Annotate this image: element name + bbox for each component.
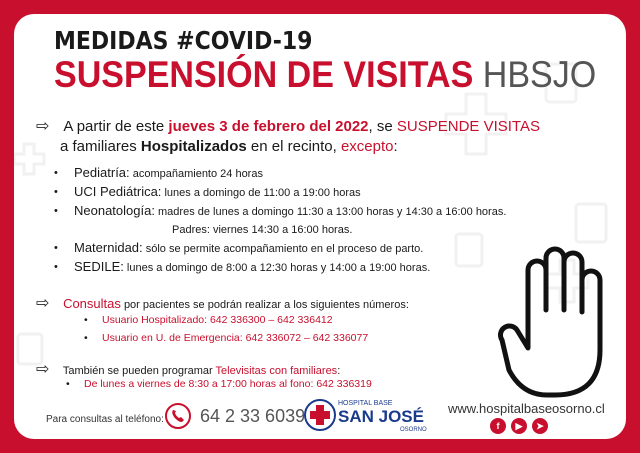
list-item: • Pediatría: acompañamiento 24 horas xyxy=(54,164,506,183)
phone-icon xyxy=(164,402,192,430)
intro-date: jueves 3 de febrero del 2022 xyxy=(168,118,369,135)
consultas-title: Consultas xyxy=(63,296,121,311)
hospital-logo-icon xyxy=(304,399,336,431)
intro-suspend: SUSPENDE VISITAS xyxy=(396,118,540,135)
social-links xyxy=(490,418,548,434)
footer-phone[interactable]: 64 2 33 6039 xyxy=(200,406,306,426)
list-item: • UCI Pediátrica: lunes a domingo de 11:00 a 19:00 horas xyxy=(54,183,506,202)
heading-suspension-red: SUSPENSIÓN DE VISITAS xyxy=(54,54,474,95)
exceptions-list xyxy=(54,164,506,277)
hospital-logo: HOSPITAL BASE SAN JOSÉ OSORNO xyxy=(304,399,454,439)
footer-website[interactable]: www.hospitalbaseosorno.cl xyxy=(448,401,605,416)
telegram-icon[interactable]: ➤ xyxy=(532,418,548,434)
intro-hospitalizados: Hospitalizados xyxy=(140,138,247,155)
consultas-hospitalizado: • Usuario Hospitalizado: 642 336300 – 642 336412 xyxy=(102,314,333,326)
televisitas-red: Televisitas con familiares xyxy=(215,365,338,377)
background-pattern-left xyxy=(14,134,54,434)
intro-excepto: excepto xyxy=(340,138,394,155)
televisitas-phone: • De lunes a viernes de 8:30 a 17:00 horas al fono: 642 336319 xyxy=(84,378,372,390)
arrow-right-icon: ⇨ xyxy=(36,118,50,135)
arrow-right-icon: ⇨ xyxy=(36,361,50,378)
televisitas-line: ⇨ También se pueden programar Televisitas con familiares: xyxy=(36,361,341,378)
footer-consult-label: Para consultas al teléfono: xyxy=(46,414,164,425)
poster-card xyxy=(14,14,626,439)
arrow-right-icon: ⇨ xyxy=(36,295,50,312)
list-item: Padres: viernes 14:30 a 16:00 horas. xyxy=(172,224,353,236)
stop-hand-icon xyxy=(498,240,626,405)
list-item: • Neonatología: madres de lunes a domingo 11:30 a 13:00 horas y 14:30 a 16:00 horas. xyxy=(54,202,506,221)
intro-paragraph: ⇨ A partir de este jueves 3 de febrero del 2022, se SUSPENDE VISITAS a familiares Hospitalizados en el recinto, excepto: xyxy=(36,118,540,155)
heading-suspension xyxy=(54,54,596,96)
consultas-emergencia: • Usuario en U. de Emergencia: 642 336072 – 642 336077 xyxy=(102,332,368,344)
heading-medidas: MEDIDAS #COVID-19 xyxy=(54,26,313,55)
heading-hospital-code: HBSJO xyxy=(482,54,597,95)
consultas-line: ⇨ Consultas por pacientes se podrán realizar a los siguientes números: xyxy=(36,295,409,312)
list-item: • Maternidad: sólo se permite acompañamiento en el proceso de parto. xyxy=(54,239,506,258)
youtube-icon[interactable]: ▶ xyxy=(511,418,527,434)
facebook-icon[interactable]: f xyxy=(490,418,506,434)
list-item: • SEDILE: lunes a domingo de 8:00 a 12:30 horas y 14:00 a 19:00 horas. xyxy=(54,258,506,277)
